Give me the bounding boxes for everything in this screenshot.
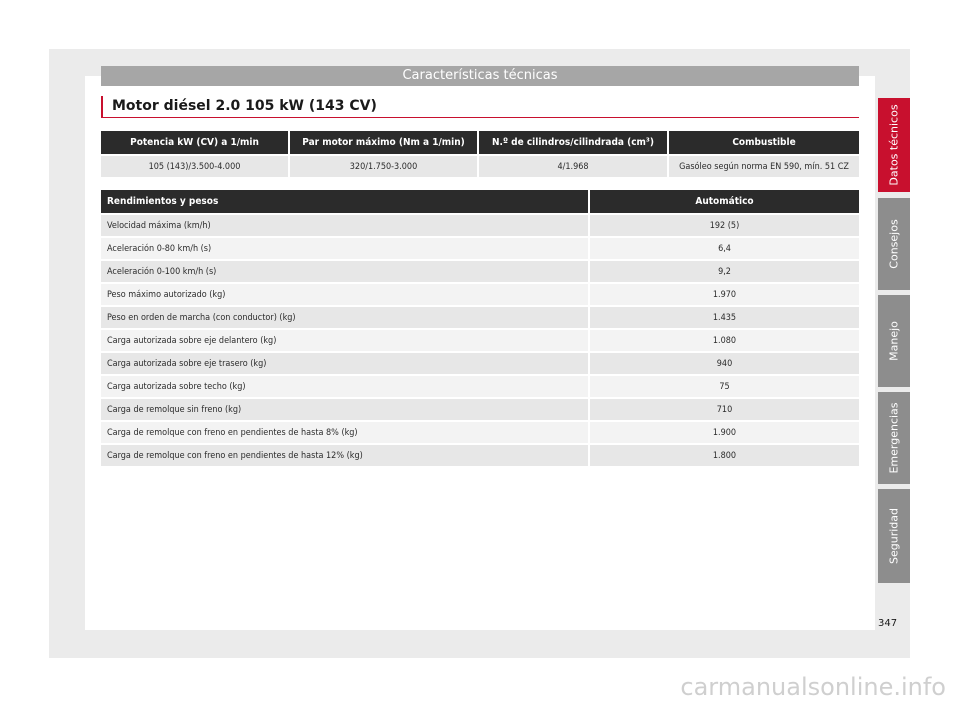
table-row: [101, 351, 859, 374]
spec-label: Carga de remolque sin freno (kg): [101, 397, 590, 420]
spec-label: Carga autorizada sobre eje delantero (kg): [101, 328, 590, 351]
spec-value: 1.970: [590, 282, 859, 305]
table-row: [101, 259, 859, 282]
watermark: carmanualsonline.info: [680, 673, 946, 701]
column-header: Par motor máximo (Nm a 1/min): [290, 131, 479, 154]
spec-label: Peso en orden de marcha (con conductor) (kg): [101, 305, 590, 328]
table-row: [101, 443, 859, 466]
page-number: 347: [878, 618, 898, 629]
tab-label: Datos técnicos: [887, 104, 901, 186]
table-row: [101, 305, 859, 328]
tab-label: Manejo: [887, 321, 901, 361]
spec-value: 1.900: [590, 420, 859, 443]
spec-label: Aceleración 0-100 km/h (s): [101, 259, 590, 282]
column-header: Combustible: [669, 131, 859, 154]
spec-value: 6,4: [590, 236, 859, 259]
spec-label: Carga autorizada sobre techo (kg): [101, 374, 590, 397]
tab-manejo[interactable]: [878, 295, 910, 387]
table-row: [101, 236, 859, 259]
table-row: [101, 374, 859, 397]
tab-seguridad[interactable]: [878, 489, 910, 583]
table-row: [101, 397, 859, 420]
table-row: [101, 282, 859, 305]
engine-specs-header-row: [101, 131, 859, 154]
spec-label: Velocidad máxima (km/h): [101, 213, 590, 236]
column-header: N.º de cilindros/cilindrada (cm³): [479, 131, 669, 154]
table-row: [101, 420, 859, 443]
spec-value: 710: [590, 397, 859, 420]
spec-label: Carga autorizada sobre eje trasero (kg): [101, 351, 590, 374]
spec-value: 9,2: [590, 259, 859, 282]
spec-label: Carga de remolque con freno en pendientes de hasta 12% (kg): [101, 443, 590, 466]
table-cell: 4/1.968: [479, 154, 669, 177]
performance-header-row: [101, 190, 859, 213]
spec-value: 192 (5): [590, 213, 859, 236]
spec-value: 940: [590, 351, 859, 374]
table-row: [101, 154, 859, 177]
table-row: [101, 213, 859, 236]
spec-label: Carga de remolque con freno en pendientes de hasta 8% (kg): [101, 420, 590, 443]
table-cell: Gasóleo según norma EN 590, mín. 51 CZ: [669, 154, 859, 177]
table-cell: 320/1.750-3.000: [290, 154, 479, 177]
table-cell: 105 (143)/3.500-4.000: [101, 154, 290, 177]
section-title: Características técnicas: [101, 66, 859, 86]
tab-label: Emergencias: [887, 402, 901, 474]
column-header: Rendimientos y pesos: [101, 190, 590, 213]
tab-consejos[interactable]: [878, 198, 910, 290]
tab-label: Seguridad: [887, 508, 901, 564]
spec-label: Peso máximo autorizado (kg): [101, 282, 590, 305]
column-header: Potencia kW (CV) a 1/min: [101, 131, 290, 154]
performance-weights-table: [101, 190, 859, 466]
spec-label: Aceleración 0-80 km/h (s): [101, 236, 590, 259]
tab-emergencias[interactable]: [878, 392, 910, 484]
table-row: [101, 328, 859, 351]
spec-value: 1.080: [590, 328, 859, 351]
spec-value: 1.435: [590, 305, 859, 328]
engine-specs-table: [101, 131, 859, 177]
spec-value: 1.800: [590, 443, 859, 466]
tab-label: Consejos: [887, 219, 901, 269]
engine-subtitle: [101, 96, 859, 118]
column-header: Automático: [590, 190, 859, 213]
tab-datos-tecnicos[interactable]: [878, 98, 910, 192]
engine-subtitle-text: Motor diésel 2.0 105 kW (143 CV): [112, 98, 377, 114]
spec-value: 75: [590, 374, 859, 397]
